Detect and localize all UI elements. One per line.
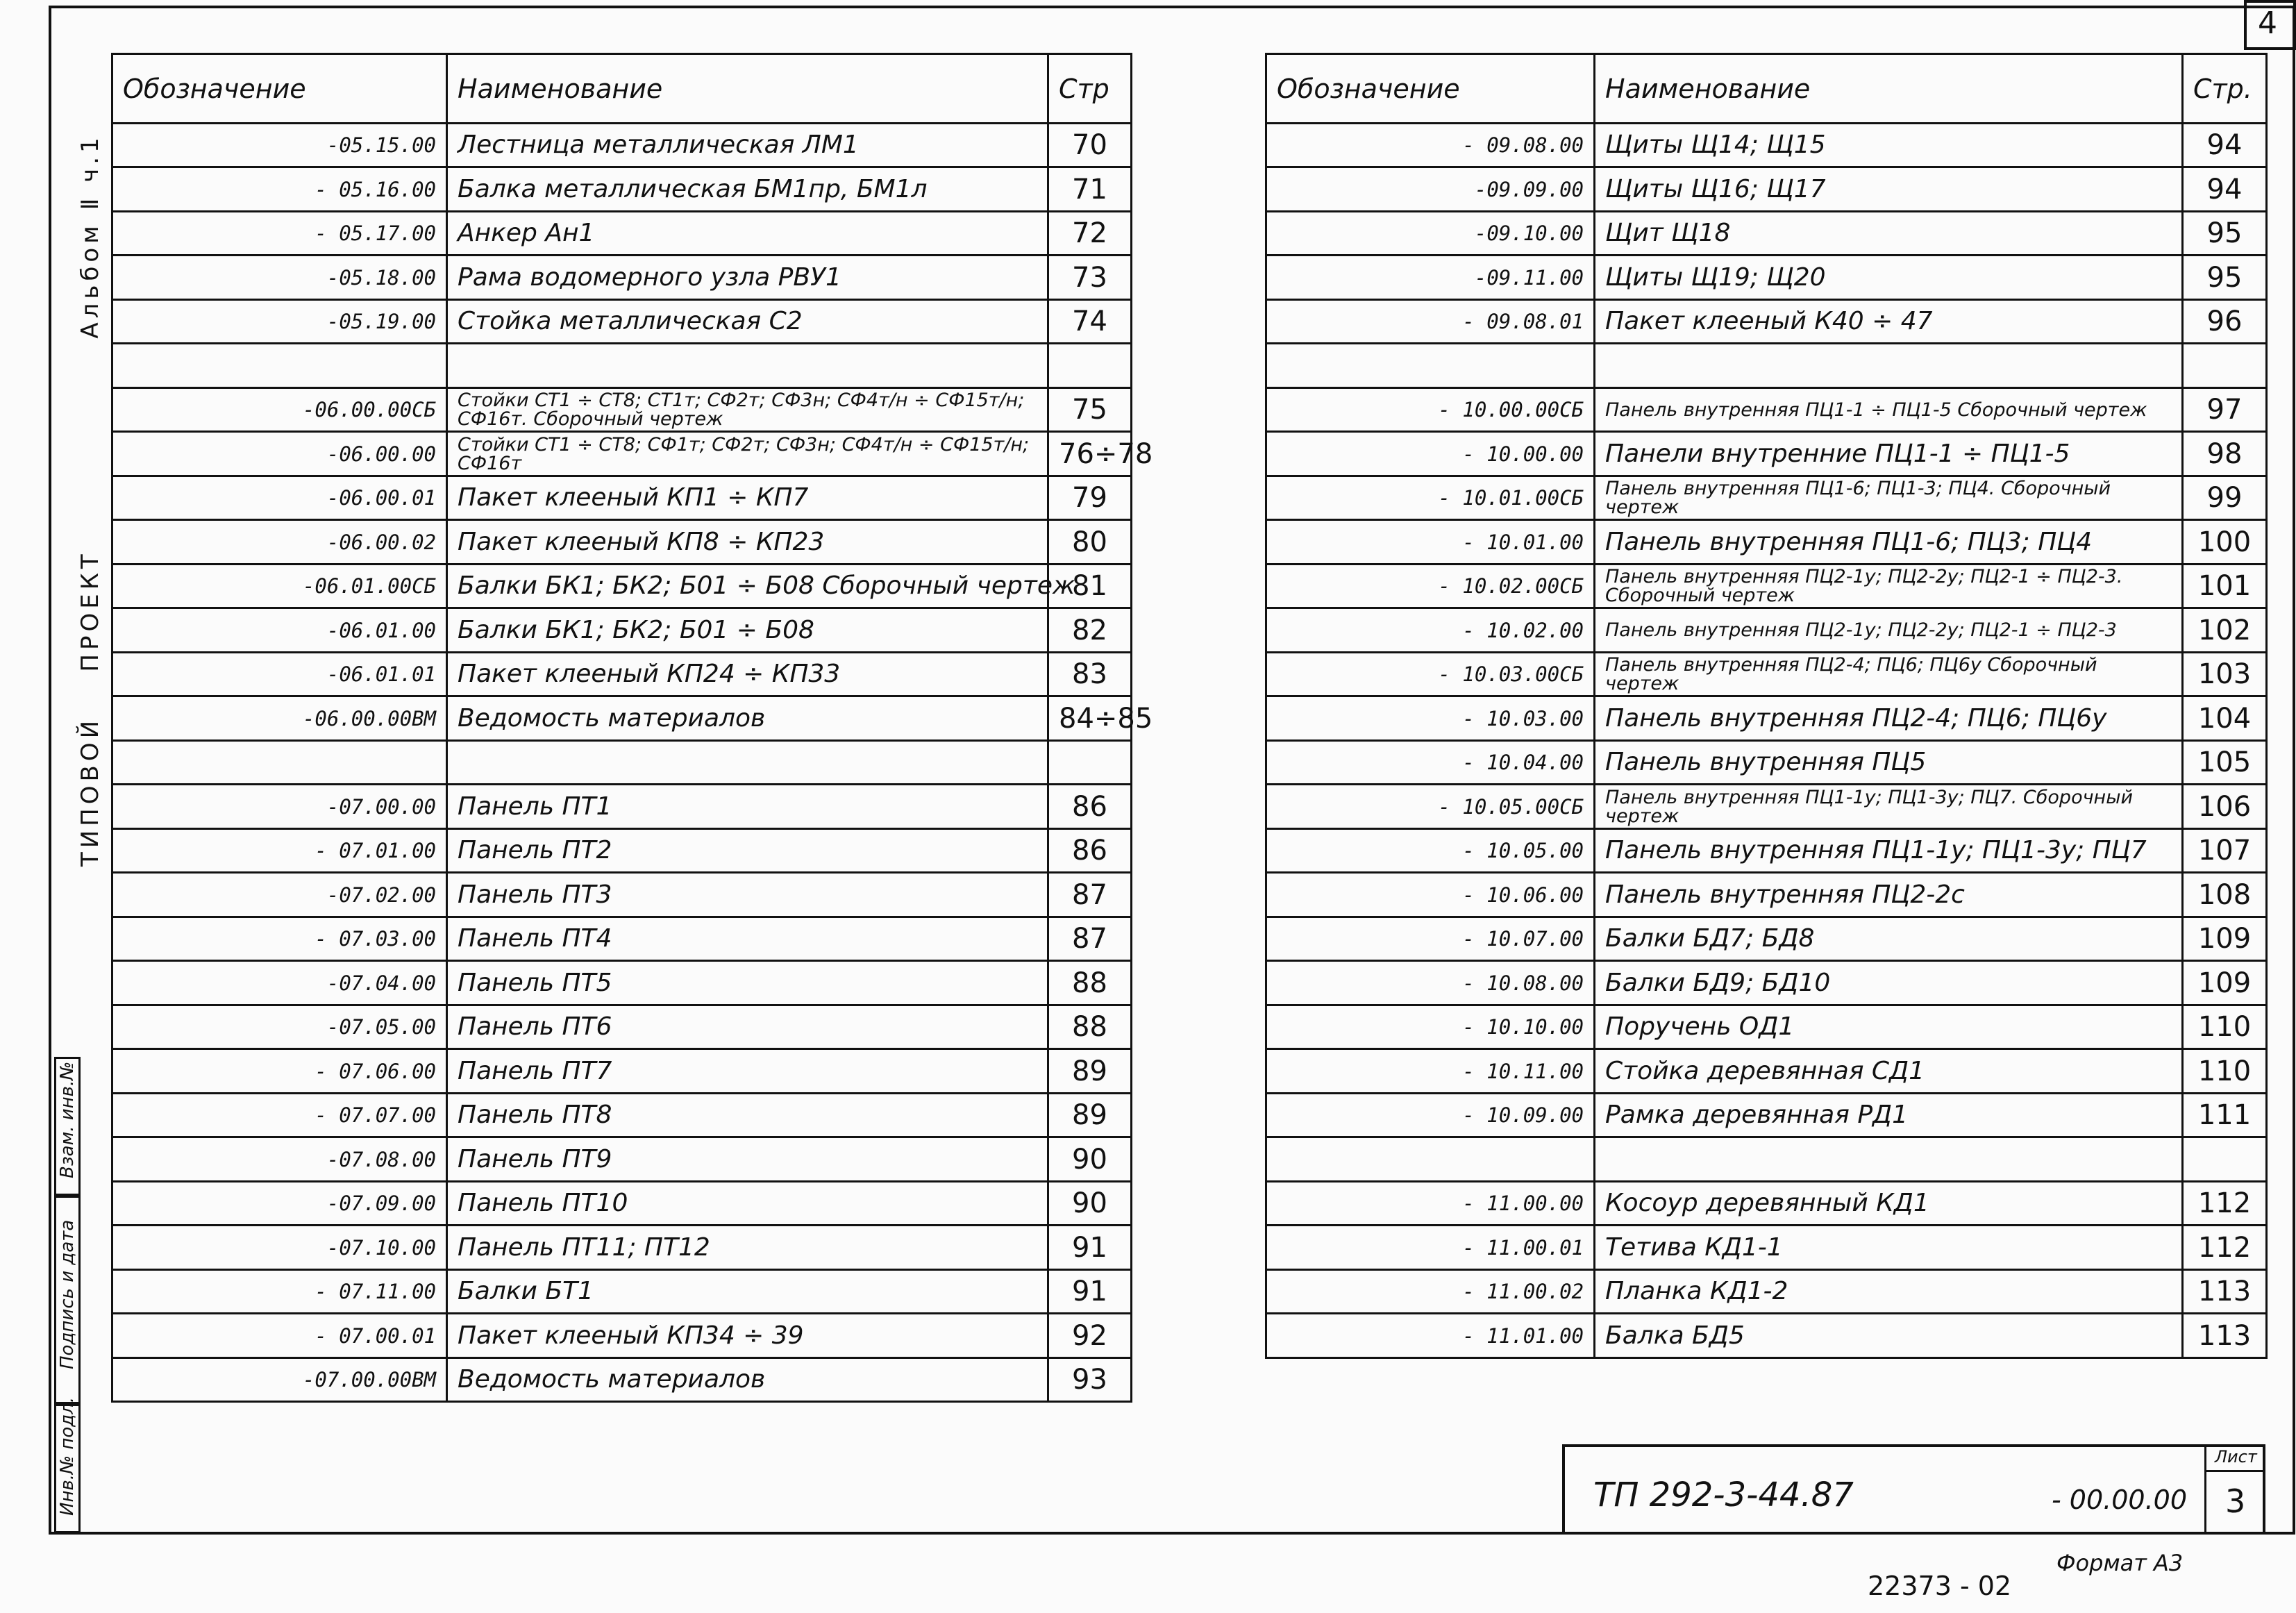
- designation-cell: -06.00.01: [112, 476, 447, 520]
- name-cell: Стойки СТ1 ÷ СТ8; СФ1т; СФ2т; СФ3н; СФ4т/н ÷ СФ15т/н; СФ16т: [447, 432, 1048, 476]
- table-row: [112, 917, 1132, 961]
- inventory-number: 22373 - 02: [1868, 1571, 2012, 1601]
- table-row: [1266, 432, 2267, 476]
- name-cell: Панель ПТ8: [447, 1094, 1048, 1137]
- designation-cell: - 10.03.00СБ: [1266, 653, 1595, 696]
- contents-table-right: [1265, 53, 2268, 1359]
- name-cell: Панель ПТ11; ПТ12: [447, 1226, 1048, 1270]
- page-cell: 94: [2183, 124, 2267, 167]
- name-cell: Панель ПТ5: [447, 961, 1048, 1005]
- name-cell: Стойки СТ1 ÷ СТ8; СТ1т; СФ2т; СФ3н; СФ4т/н ÷ СФ15т/н; СФ16т. Сборочный чертеж: [447, 388, 1048, 432]
- typical-label: ТИПОВОЙ: [76, 716, 104, 867]
- table-row: [112, 1137, 1132, 1182]
- sheet-label-divider: [2204, 1470, 2265, 1472]
- page-cell: 82: [1048, 608, 1132, 653]
- table-row: [112, 476, 1132, 520]
- name-cell: Щиты Щ14; Щ15: [1595, 124, 2183, 167]
- designation-cell: - 07.06.00: [112, 1049, 447, 1094]
- name-cell: Панель ПТ7: [447, 1049, 1048, 1094]
- header-name: Наименование: [1595, 54, 2183, 124]
- table-row: [1266, 961, 2267, 1005]
- designation-cell: [1266, 344, 1595, 388]
- table-row: [112, 1182, 1132, 1226]
- page-cell: 88: [1048, 1005, 1132, 1049]
- page-cell: 92: [1048, 1314, 1132, 1358]
- name-cell: [447, 741, 1048, 785]
- document-suffix: - 00.00.00: [2052, 1485, 2188, 1515]
- table-row: [112, 829, 1132, 873]
- designation-cell: -07.08.00: [112, 1137, 447, 1182]
- table-row: [1266, 1182, 2267, 1226]
- page-cell: 110: [2183, 1049, 2267, 1094]
- page-cell: 113: [2183, 1270, 2267, 1314]
- page-cell: 70: [1048, 124, 1132, 167]
- page-cell: 86: [1048, 829, 1132, 873]
- name-cell: Панель внутренняя ПЦ2-1у; ПЦ2-2у; ПЦ2-1 ÷ ПЦ2-3: [1595, 608, 2183, 653]
- name-cell: Рама водомерного узла РВУ1: [447, 256, 1048, 300]
- page-cell: 91: [1048, 1226, 1132, 1270]
- page-cell: 106: [2183, 785, 2267, 829]
- table-row: [1266, 873, 2267, 917]
- table-row: [1266, 917, 2267, 961]
- page-cell: 98: [2183, 432, 2267, 476]
- designation-cell: - 11.00.00: [1266, 1182, 1595, 1226]
- designation-cell: [112, 344, 447, 388]
- stamp-inv-original: Инв.№ подл.: [57, 1396, 78, 1516]
- page-cell: 95: [2183, 256, 2267, 300]
- name-cell: [447, 344, 1048, 388]
- name-cell: Тетива КД1-1: [1595, 1226, 2183, 1270]
- page-cell: 99: [2183, 476, 2267, 520]
- project-label: ПРОЕКТ: [76, 550, 104, 672]
- page-cell: 100: [2183, 520, 2267, 565]
- page-cell: [1048, 741, 1132, 785]
- table-row: [1266, 741, 2267, 785]
- sheet-number: 3: [2225, 1482, 2246, 1520]
- name-cell: [1595, 344, 2183, 388]
- designation-cell: -06.01.01: [112, 653, 447, 696]
- name-cell: Щиты Щ19; Щ20: [1595, 256, 2183, 300]
- table-row: [112, 212, 1132, 256]
- page-cell: 109: [2183, 961, 2267, 1005]
- name-cell: Пакет клееный КП8 ÷ КП23: [447, 520, 1048, 565]
- table-row: [112, 520, 1132, 565]
- page-cell: 111: [2183, 1094, 2267, 1137]
- designation-cell: - 10.05.00: [1266, 829, 1595, 873]
- header-designation: Обозначение: [1266, 54, 1595, 124]
- table-row: [112, 785, 1132, 829]
- name-cell: Анкер Ан1: [447, 212, 1048, 256]
- page-cell: 97: [2183, 388, 2267, 432]
- name-cell: Панель внутренняя ПЦ2-4; ПЦ6; ПЦ6у: [1595, 696, 2183, 741]
- designation-cell: [112, 741, 447, 785]
- page-cell: 109: [2183, 917, 2267, 961]
- designation-cell: - 10.02.00СБ: [1266, 565, 1595, 608]
- designation-cell: -09.10.00: [1266, 212, 1595, 256]
- page-cell: 79: [1048, 476, 1132, 520]
- table-row: [1266, 344, 2267, 388]
- page-cell: 101: [2183, 565, 2267, 608]
- designation-cell: -09.09.00: [1266, 167, 1595, 212]
- name-cell: Косоур деревянный КД1: [1595, 1182, 2183, 1226]
- name-cell: Планка КД1-2: [1595, 1270, 2183, 1314]
- name-cell: Панель ПТ2: [447, 829, 1048, 873]
- header-name: Наименование: [447, 54, 1048, 124]
- page-cell: 90: [1048, 1182, 1132, 1226]
- table-row: [1266, 300, 2267, 344]
- designation-cell: - 10.10.00: [1266, 1005, 1595, 1049]
- page-cell: 74: [1048, 300, 1132, 344]
- name-cell: Рамка деревянная РД1: [1595, 1094, 2183, 1137]
- name-cell: Панели внутренние ПЦ1-1 ÷ ПЦ1-5: [1595, 432, 2183, 476]
- page-cell: 96: [2183, 300, 2267, 344]
- name-cell: Пакет клееный КП24 ÷ КП33: [447, 653, 1048, 696]
- name-cell: Панель внутренняя ПЦ5: [1595, 741, 2183, 785]
- page-cell: 86: [1048, 785, 1132, 829]
- designation-cell: -06.00.00СБ: [112, 388, 447, 432]
- name-cell: Панель ПТ1: [447, 785, 1048, 829]
- table-row: [1266, 1226, 2267, 1270]
- table-row: [112, 1049, 1132, 1094]
- name-cell: Панель ПТ10: [447, 1182, 1048, 1226]
- page-cell: 87: [1048, 873, 1132, 917]
- table-row: [1266, 124, 2267, 167]
- designation-cell: - 10.06.00: [1266, 873, 1595, 917]
- table-row: [112, 653, 1132, 696]
- designation-cell: -05.18.00: [112, 256, 447, 300]
- name-cell: Балка БД5: [1595, 1314, 2183, 1358]
- name-cell: Лестница металлическая ЛМ1: [447, 124, 1048, 167]
- table-row: [112, 961, 1132, 1005]
- page-cell: 112: [2183, 1182, 2267, 1226]
- table-row: [1266, 256, 2267, 300]
- designation-cell: - 11.00.02: [1266, 1270, 1595, 1314]
- name-cell: Стойка металлическая С2: [447, 300, 1048, 344]
- table-row: [1266, 520, 2267, 565]
- name-cell: Панель ПТ4: [447, 917, 1048, 961]
- designation-cell: -06.00.00ВМ: [112, 696, 447, 741]
- table-row: [1266, 696, 2267, 741]
- header-page: Стр: [1048, 54, 1132, 124]
- page-cell: 71: [1048, 167, 1132, 212]
- name-cell: Стойка деревянная СД1: [1595, 1049, 2183, 1094]
- table-row: [112, 565, 1132, 608]
- designation-cell: -07.02.00: [112, 873, 447, 917]
- sheet-label: Лист: [2215, 1447, 2257, 1466]
- table-row: [1266, 1137, 2267, 1182]
- name-cell: Щиты Щ16; Щ17: [1595, 167, 2183, 212]
- designation-cell: - 07.11.00: [112, 1270, 447, 1314]
- designation-cell: - 07.01.00: [112, 829, 447, 873]
- page-cell: 113: [2183, 1314, 2267, 1358]
- name-cell: Панель ПТ9: [447, 1137, 1048, 1182]
- table-row: [112, 167, 1132, 212]
- designation-cell: -07.04.00: [112, 961, 447, 1005]
- page-cell: 76÷78: [1048, 432, 1132, 476]
- table-row: [112, 696, 1132, 741]
- designation-cell: [1266, 1137, 1595, 1182]
- corner-sheet-number: 4: [2258, 6, 2277, 41]
- page-cell: 89: [1048, 1049, 1132, 1094]
- designation-cell: - 07.03.00: [112, 917, 447, 961]
- header-designation: Обозначение: [112, 54, 447, 124]
- table-row: [112, 608, 1132, 653]
- name-cell: Пакет клееный КП1 ÷ КП7: [447, 476, 1048, 520]
- document-code: ТП 292-3-44.87: [1593, 1476, 1854, 1514]
- page-cell: 103: [2183, 653, 2267, 696]
- name-cell: Балки БД7; БД8: [1595, 917, 2183, 961]
- table-row: [112, 1358, 1132, 1402]
- page-cell: 110: [2183, 1005, 2267, 1049]
- designation-cell: -07.05.00: [112, 1005, 447, 1049]
- page-cell: 94: [2183, 167, 2267, 212]
- page-cell: 80: [1048, 520, 1132, 565]
- table-row: [1266, 653, 2267, 696]
- page-cell: 88: [1048, 961, 1132, 1005]
- name-cell: Балки БД9; БД10: [1595, 961, 2183, 1005]
- designation-cell: -05.15.00: [112, 124, 447, 167]
- name-cell: Пакет клееный К40 ÷ 47: [1595, 300, 2183, 344]
- designation-cell: -06.00.02: [112, 520, 447, 565]
- name-cell: Панель внутренняя ПЦ1-1у; ПЦ1-3у; ПЦ7. Сборочный чертеж: [1595, 785, 2183, 829]
- designation-cell: - 11.00.01: [1266, 1226, 1595, 1270]
- table-row: [112, 741, 1132, 785]
- name-cell: Панель внутренняя ПЦ2-1у; ПЦ2-2у; ПЦ2-1 ÷ ПЦ2-3. Сборочный чертеж: [1595, 565, 2183, 608]
- table-row: [112, 873, 1132, 917]
- page-cell: 93: [1048, 1358, 1132, 1402]
- contents-left-body: [112, 124, 1153, 1402]
- designation-cell: -06.01.00: [112, 608, 447, 653]
- designation-cell: -07.00.00: [112, 785, 447, 829]
- designation-cell: -06.00.00: [112, 432, 447, 476]
- name-cell: Поручень ОД1: [1595, 1005, 2183, 1049]
- name-cell: Балка металлическая БМ1пр, БМ1л: [447, 167, 1048, 212]
- page-cell: 84÷85: [1048, 696, 1132, 741]
- format-label: Формат А3: [2056, 1550, 2184, 1576]
- table-row: [112, 1094, 1132, 1137]
- table-row: [112, 124, 1132, 167]
- designation-cell: - 05.16.00: [112, 167, 447, 212]
- album-label: Альбом Ⅱ ч.1: [76, 133, 104, 339]
- table-row: [1266, 829, 2267, 873]
- table-row: [1266, 565, 2267, 608]
- designation-cell: - 10.05.00СБ: [1266, 785, 1595, 829]
- designation-cell: - 10.08.00: [1266, 961, 1595, 1005]
- name-cell: Балки БК1; БК2; Б01 ÷ Б08: [447, 608, 1048, 653]
- table-row: [1266, 1314, 2267, 1358]
- page-cell: 95: [2183, 212, 2267, 256]
- table-row: [112, 300, 1132, 344]
- name-cell: [1595, 1137, 2183, 1182]
- name-cell: Балки БТ1: [447, 1270, 1048, 1314]
- designation-cell: - 10.02.00: [1266, 608, 1595, 653]
- table-row: [112, 1226, 1132, 1270]
- name-cell: Панель ПТ6: [447, 1005, 1048, 1049]
- name-cell: Панель внутренняя ПЦ1-1 ÷ ПЦ1-5 Сборочный чертеж: [1595, 388, 2183, 432]
- name-cell: Панель внутренняя ПЦ2-2с: [1595, 873, 2183, 917]
- name-cell: Балки БК1; БК2; Б01 ÷ Б08 Сборочный чертеж: [447, 565, 1048, 608]
- table-row: [1266, 212, 2267, 256]
- page-cell: 105: [2183, 741, 2267, 785]
- name-cell: Панель ПТ3: [447, 873, 1048, 917]
- designation-cell: - 10.09.00: [1266, 1094, 1595, 1137]
- stamp-signature-date: Подпись и дата: [57, 1219, 78, 1369]
- name-cell: Панель внутренняя ПЦ1-6; ПЦ1-3; ПЦ4. Сборочный чертеж: [1595, 476, 2183, 520]
- designation-cell: - 11.01.00: [1266, 1314, 1595, 1358]
- page-cell: 90: [1048, 1137, 1132, 1182]
- name-cell: Ведомость материалов: [447, 1358, 1048, 1402]
- designation-cell: - 05.17.00: [112, 212, 447, 256]
- table-row: [1266, 1049, 2267, 1094]
- contents-table-left: [111, 53, 1153, 1403]
- designation-cell: - 10.03.00: [1266, 696, 1595, 741]
- table-row: [1266, 608, 2267, 653]
- name-cell: Панель внутренняя ПЦ2-4; ПЦ6; ПЦ6у Сборочный чертеж: [1595, 653, 2183, 696]
- designation-cell: - 07.00.01: [112, 1314, 447, 1358]
- page-cell: 72: [1048, 212, 1132, 256]
- page-cell: 107: [2183, 829, 2267, 873]
- table-row: [1266, 1094, 2267, 1137]
- table-row: [112, 1005, 1132, 1049]
- designation-cell: -07.10.00: [112, 1226, 447, 1270]
- page-cell: 89: [1048, 1094, 1132, 1137]
- page-cell: [2183, 344, 2267, 388]
- designation-cell: - 10.00.00: [1266, 432, 1595, 476]
- designation-cell: -06.01.00СБ: [112, 565, 447, 608]
- page-cell: 91: [1048, 1270, 1132, 1314]
- page-cell: 75: [1048, 388, 1132, 432]
- page-cell: [1048, 344, 1132, 388]
- designation-cell: -09.11.00: [1266, 256, 1595, 300]
- designation-cell: -05.19.00: [112, 300, 447, 344]
- designation-cell: - 10.11.00: [1266, 1049, 1595, 1094]
- page-cell: 73: [1048, 256, 1132, 300]
- designation-cell: -07.00.00ВМ: [112, 1358, 447, 1402]
- table-row: [1266, 476, 2267, 520]
- table-row: [112, 344, 1132, 388]
- table-row: [1266, 1005, 2267, 1049]
- table-row: [1266, 167, 2267, 212]
- table-row: [112, 1314, 1132, 1358]
- table-row: [112, 388, 1132, 432]
- table-row: [1266, 1270, 2267, 1314]
- page-cell: 81: [1048, 565, 1132, 608]
- stamp-replaced-inv: Взам. инв.№: [57, 1061, 78, 1178]
- header-page: Стр.: [2183, 54, 2267, 124]
- name-cell: Пакет клееный КП34 ÷ 39: [447, 1314, 1048, 1358]
- page-cell: 87: [1048, 917, 1132, 961]
- designation-cell: - 10.04.00: [1266, 741, 1595, 785]
- table-row: [1266, 388, 2267, 432]
- table-row: [112, 256, 1132, 300]
- designation-cell: -07.09.00: [112, 1182, 447, 1226]
- page-cell: 112: [2183, 1226, 2267, 1270]
- designation-cell: - 10.07.00: [1266, 917, 1595, 961]
- designation-cell: - 09.08.01: [1266, 300, 1595, 344]
- designation-cell: - 09.08.00: [1266, 124, 1595, 167]
- page-cell: 104: [2183, 696, 2267, 741]
- page-cell: [2183, 1137, 2267, 1182]
- name-cell: Панель внутренняя ПЦ1-1у; ПЦ1-3у; ПЦ7: [1595, 829, 2183, 873]
- table-row: [112, 432, 1132, 476]
- name-cell: Ведомость материалов: [447, 696, 1048, 741]
- designation-cell: - 10.00.00СБ: [1266, 388, 1595, 432]
- designation-cell: - 10.01.00: [1266, 520, 1595, 565]
- page-cell: 108: [2183, 873, 2267, 917]
- designation-cell: - 10.01.00СБ: [1266, 476, 1595, 520]
- table-row: [1266, 785, 2267, 829]
- name-cell: Панель внутренняя ПЦ1-6; ПЦ3; ПЦ4: [1595, 520, 2183, 565]
- contents-right-body: [1266, 124, 2267, 1358]
- name-cell: Щит Щ18: [1595, 212, 2183, 256]
- designation-cell: - 07.07.00: [112, 1094, 447, 1137]
- table-row: [112, 1270, 1132, 1314]
- page-cell: 83: [1048, 653, 1132, 696]
- page-cell: 102: [2183, 608, 2267, 653]
